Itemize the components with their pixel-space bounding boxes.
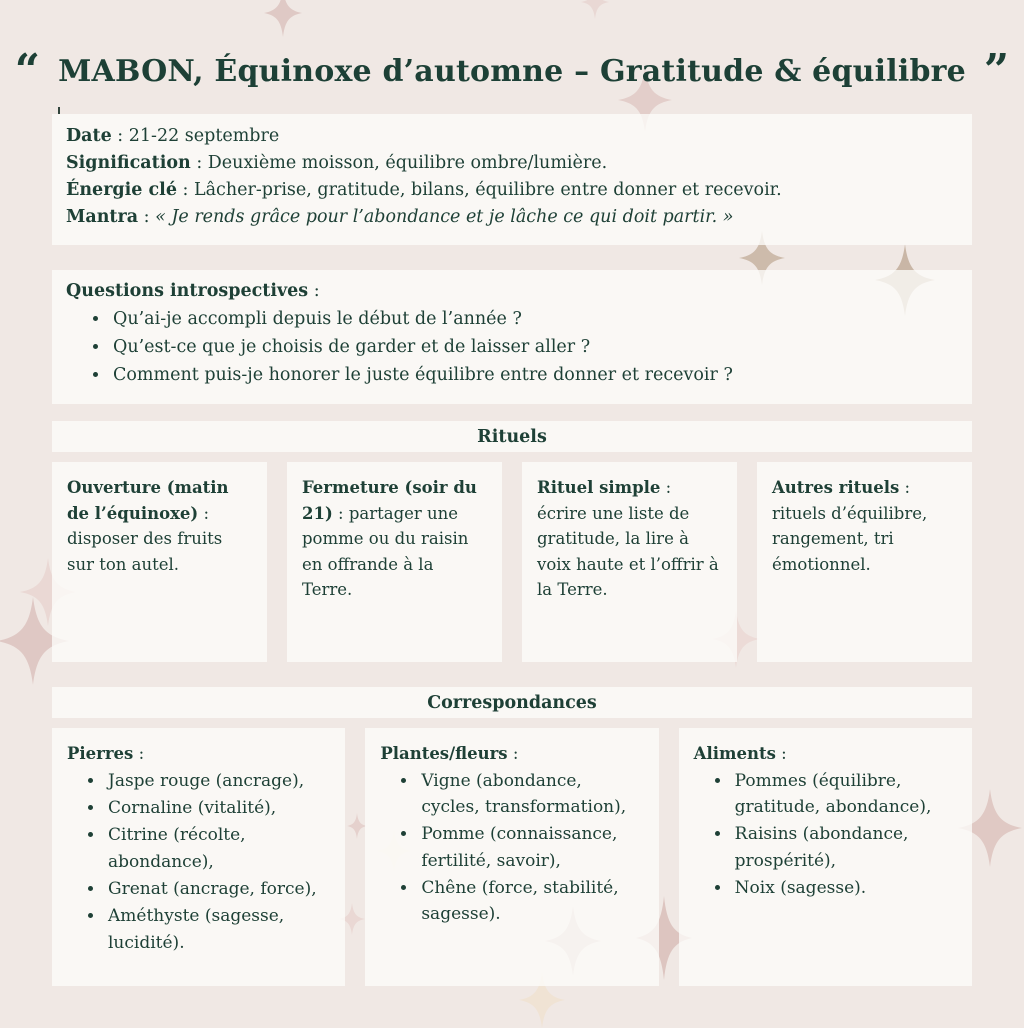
ritual-card-simple: Rituel simple : écrire une liste de gratitude, la lire à voix haute et l’offrir à la Terre.	[522, 462, 737, 662]
list-item: • Pommes (équilibre, gratitude, abondance),	[732, 768, 957, 821]
stray-tick-mark	[58, 107, 60, 114]
info-box	[52, 114, 972, 245]
card-label: Pierres :	[67, 744, 145, 763]
questions-label: Questions introspectives :	[66, 280, 320, 301]
correspondences-cards	[52, 728, 972, 986]
list-item: • Chêne (force, stabilité, sagesse).	[418, 875, 643, 928]
list-item: • Cornaline (vitalité),	[105, 795, 330, 821]
pierres-list	[67, 768, 330, 956]
list-item: • Qu’est-ce que je choisis de garder et de laisser aller ?	[110, 334, 958, 361]
title-text: MABON, Équinoxe d’automne – Gratitude & équilibre	[58, 53, 966, 89]
rituals-header	[52, 421, 972, 452]
list-item: • Jaspe rouge (ancrage),	[105, 768, 330, 794]
list-item: • Pomme (connaissance, fertilité, savoir),	[418, 821, 643, 874]
info-row-date: Date : 21-22 septembre	[66, 126, 280, 146]
list-item: • Qu’ai-je accompli depuis le début de l’année ?	[110, 306, 958, 333]
list-item: • Vigne (abondance, cycles, transformation),	[418, 768, 643, 821]
aliments-list	[694, 768, 957, 902]
correspondence-card-pierres	[52, 728, 345, 986]
info-row-signification: Signification : Deuxième moisson, équilibre ombre/lumière.	[66, 153, 608, 174]
card-label: Aliments :	[693, 744, 787, 763]
info-row-mantra: Mantra : « Je rends grâce pour l’abondance et je lâche ce qui doit partir. »	[66, 207, 734, 228]
page-title	[14, 0, 1010, 96]
rituals-header-label: Rituels	[477, 426, 547, 447]
ritual-card-fermeture: Fermeture (soir du 21) : partager une pomme ou du raisin en offrande à la Terre.	[287, 462, 502, 662]
open-quote-icon: “	[14, 45, 41, 96]
plantes-list	[380, 768, 643, 928]
questions-box	[52, 270, 972, 405]
list-item: • Citrine (récolte, abondance),	[105, 822, 330, 875]
info-row-energie: Énergie clé : Lâcher-prise, gratitude, bilans, équilibre entre donner et recevoir.	[66, 180, 782, 201]
rituals-cards	[52, 462, 972, 662]
correspondences-header	[52, 687, 972, 718]
questions-list	[66, 306, 958, 389]
list-item: • Comment puis-je honorer le juste équilibre entre donner et recevoir ?	[110, 362, 958, 389]
ritual-card-ouverture: Ouverture (matin de l’équinoxe) : disposer des fruits sur ton autel.	[52, 462, 267, 662]
list-item: • Grenat (ancrage, force),	[105, 876, 330, 902]
close-quote-icon: ”	[983, 45, 1010, 96]
correspondence-card-plantes	[365, 728, 658, 986]
list-item: • Améthyste (sagesse, lucidité).	[105, 903, 330, 956]
card-label: Plantes/fleurs :	[380, 744, 519, 763]
list-item: • Noix (sagesse).	[732, 875, 957, 901]
ritual-card-autres: Autres rituels : rituels d’équilibre, rangement, tri émotionnel.	[757, 462, 972, 662]
correspondences-header-label: Correspondances	[427, 692, 597, 713]
list-item: • Raisins (abondance, prospérité),	[732, 821, 957, 874]
correspondence-card-aliments	[679, 728, 972, 986]
